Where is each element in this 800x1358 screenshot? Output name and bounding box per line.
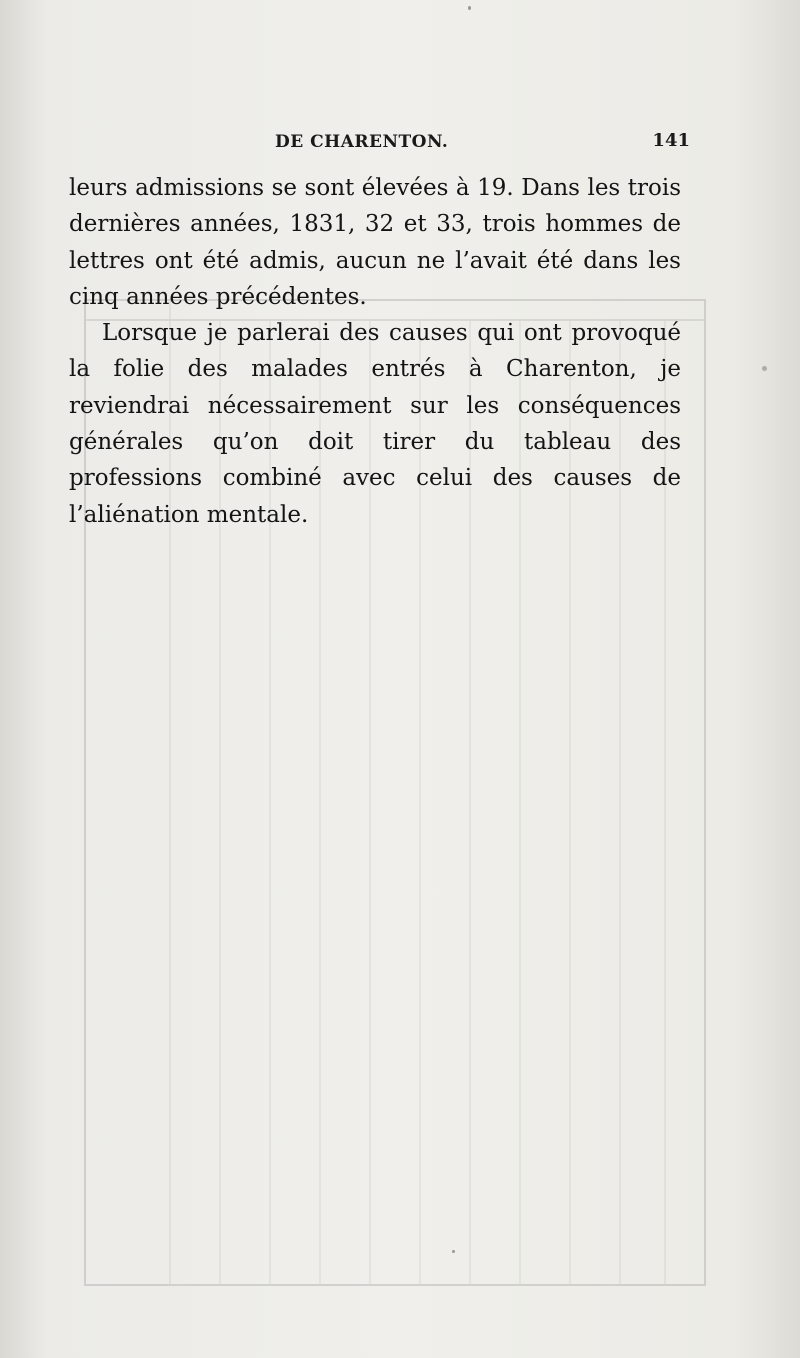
body-text	[69, 170, 681, 533]
running-head	[70, 132, 690, 156]
print-speck	[452, 1250, 455, 1253]
paragraph: Lorsque je parlerai des causes qui ont provoqué la folie des malades entrés à Charenton, je reviendrai nécessairement sur les conséquences générales qu’on doit tirer du tableau des professions combiné avec celui des causes de l’aliénation mentale.	[69, 320, 681, 528]
paragraph-continued: leurs admissions se sont élevées à 19. Dans les trois dernières années, 1831, 32 et 33, trois hommes de lettres ont été admis, aucun ne l’avait été dans les cinq années précédentes.	[69, 175, 681, 310]
running-title: DE CHARENTON.	[275, 132, 449, 152]
print-speck	[468, 6, 471, 10]
print-speck	[762, 366, 767, 371]
page-number: 141	[652, 130, 690, 151]
